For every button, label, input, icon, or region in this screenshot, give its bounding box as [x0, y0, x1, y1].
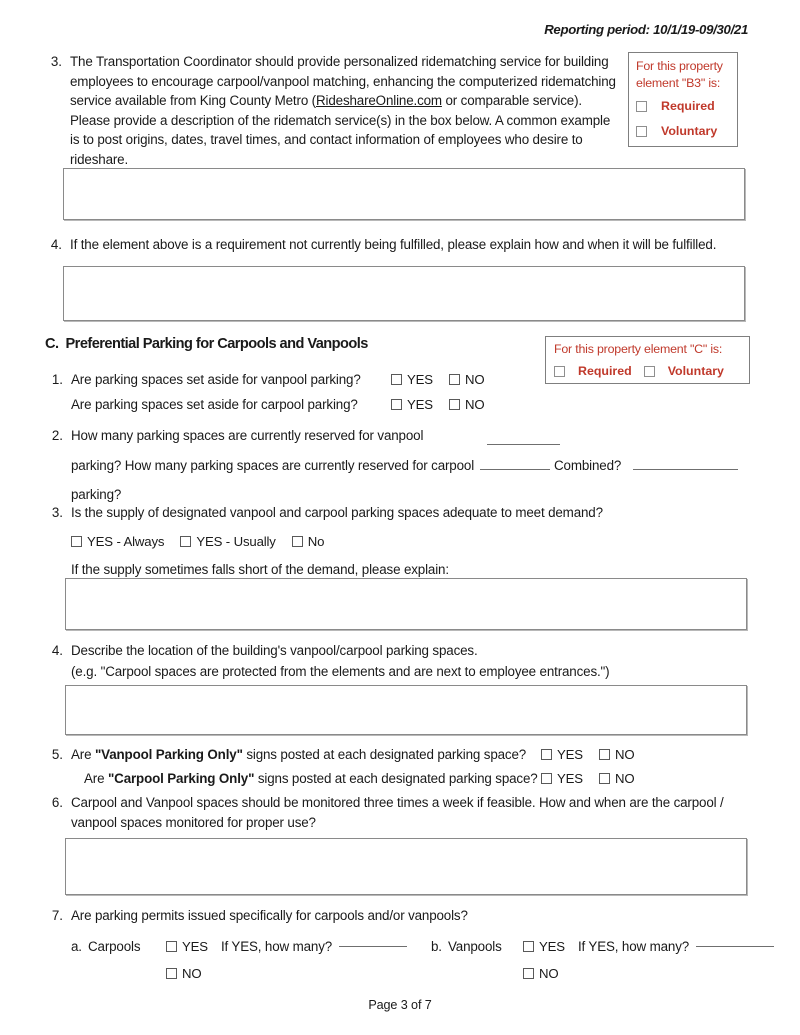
item-c2: [45, 426, 785, 505]
item-c3-question: Is the supply of designated vanpool and carpool parking spaces adequate to meet demand?: [71, 505, 603, 520]
item-c3-no-label: No: [307, 533, 325, 549]
checkbox-c1-carpool-yes[interactable]: [391, 399, 402, 410]
checkbox-c5-vanpool-no[interactable]: [599, 749, 610, 760]
item-c5-vanpool-no-option[interactable]: [599, 745, 634, 765]
red-box-b3: [628, 52, 738, 147]
item-c7a-no-row: [166, 964, 407, 985]
item-c3-body: [71, 503, 745, 580]
item-c7a-options: [166, 937, 407, 985]
red-box-b3-title-line1: For this property: [636, 59, 723, 73]
item-b3-text: [70, 52, 622, 169]
item-c5-body: [71, 745, 745, 788]
red-box-c-title: For this property element "C" is:: [554, 342, 723, 356]
section-c-heading: [45, 336, 368, 352]
checkbox-b3-required[interactable]: [636, 101, 647, 112]
item-b3-number: 3.: [50, 54, 62, 69]
item-c5-carpool-pre: Are: [84, 770, 108, 786]
textbox-c4-location-description[interactable]: [65, 685, 747, 735]
red-box-b3-required-label: Required: [661, 99, 715, 113]
item-c1-vanpool-yes-label: YES: [407, 372, 433, 387]
item-c5-number: 5.: [51, 747, 63, 762]
rideshare-online-link[interactable]: RideshareOnline.com: [316, 93, 442, 108]
textbox-c6-monitoring-description[interactable]: [65, 838, 747, 895]
item-c2-line3-text: parking?: [71, 487, 122, 502]
checkbox-c7b-no[interactable]: [523, 968, 534, 979]
item-c5-carpool-yes-label: YES: [557, 770, 583, 786]
item-c1-body: [71, 370, 565, 414]
item-c6-text: Carpool and Vanpool spaces should be monitored three times a week if feasible. How and when are the carpool / vanpool spaces monitored for proper use?: [71, 795, 724, 830]
red-box-b3-required-option[interactable]: [636, 98, 715, 115]
item-c3-yes-always-option[interactable]: [71, 532, 164, 552]
item-c1-row-vanpool: [71, 370, 565, 390]
checkbox-c7a-yes[interactable]: [166, 941, 177, 952]
item-c7a-how-many-label: If YES, how many?: [220, 938, 333, 954]
item-c5-carpool-yes-option[interactable]: [541, 769, 599, 789]
item-c7a: [71, 937, 431, 985]
item-c7a-no-option[interactable]: [166, 964, 201, 984]
item-b4-number: 4.: [50, 237, 62, 252]
page-footer: Page 3 of 7: [368, 998, 432, 1012]
item-c2-combined-label: Combined?: [554, 457, 622, 473]
input-c7b-how-many[interactable]: [696, 946, 774, 947]
item-c7b-how-many-label: If YES, how many?: [577, 938, 690, 954]
item-b4-text: If the element above is a requirement not currently being fulfilled, please explain how and when it will be fulfilled.: [70, 237, 717, 252]
item-c4-line1: Describe the location of the building's vanpool/carpool parking spaces.: [71, 643, 478, 658]
item-c4-number: 4.: [51, 643, 63, 658]
item-c1-row-carpool: [71, 395, 565, 415]
red-box-c-voluntary-label: Voluntary: [667, 364, 724, 378]
item-c5-vanpool-pre: Are: [71, 747, 95, 762]
item-c1-carpool-yes-label: YES: [407, 396, 433, 412]
red-box-b3-voluntary-label: Voluntary: [661, 124, 718, 138]
checkbox-c3-yes-always[interactable]: [71, 536, 82, 547]
item-c7a-label: Carpools: [88, 938, 141, 954]
item-c7a-yes-label: YES: [182, 938, 208, 954]
item-c5-carpool-post: signs posted at each designated parking space?: [254, 770, 538, 786]
item-c3: [45, 503, 745, 580]
item-c7-subitems: [71, 937, 785, 985]
item-c7a-yes-option[interactable]: [166, 937, 208, 957]
item-c7a-no-label: NO: [182, 966, 202, 981]
item-c7-question: Are parking permits issued specifically for carpools and/or vanpools?: [71, 908, 468, 923]
item-c7-body: [71, 906, 785, 985]
item-c6: [45, 793, 765, 832]
checkbox-c7b-yes[interactable]: [523, 941, 534, 952]
item-c4-body: [71, 641, 745, 681]
item-c3-number: 3.: [51, 505, 63, 520]
item-c5-vanpool-yes-option[interactable]: [541, 745, 599, 765]
item-c7b-no-row: [523, 964, 774, 985]
item-c7b-yes-row: [523, 937, 774, 957]
item-c7-number: 7.: [51, 908, 63, 923]
item-c4-line2: (e.g. "Carpool spaces are protected from the elements and are next to employee entrances."): [71, 663, 610, 679]
item-c7b-yes-option[interactable]: [523, 937, 565, 957]
item-c7b: [431, 937, 774, 985]
item-c1-vanpool-yes-option[interactable]: [391, 370, 449, 390]
item-c4: [45, 641, 745, 681]
input-c2-combined-count[interactable]: [633, 469, 738, 470]
input-c2-vanpool-count[interactable]: [487, 444, 560, 445]
item-c1-carpool-no-label: NO: [465, 396, 485, 412]
item-c7b-yes-label: YES: [539, 938, 565, 954]
item-c7a-yes-row: [166, 937, 407, 957]
textbox-b3-ridematch-description[interactable]: [63, 168, 745, 220]
item-b3-text-after: or comparable service). Please provide a description of the ridematch service(s) in the box below. A common example is to post origins, dates, travel times, and contact information of employees who desire to rideshare.: [70, 93, 611, 167]
item-c5-label-vanpool: [71, 745, 541, 765]
red-box-c-voluntary-option[interactable]: [644, 363, 724, 380]
item-c3-yes-usually-option[interactable]: [180, 532, 275, 552]
item-c5-vanpool-no-label: NO: [615, 747, 635, 762]
item-c5-vanpool-post: signs posted at each designated parking space?: [242, 747, 527, 762]
item-b3-text-before: The Transportation Coordinator should provide personalized ridematching service for building employees to encourage carpool/vanpool matching, enhancing the computerized ridematching service available from King County Metro (: [70, 54, 616, 108]
checkbox-c1-carpool-no[interactable]: [449, 399, 460, 410]
textbox-c3-supply-explanation[interactable]: [65, 578, 747, 630]
input-c7a-how-many[interactable]: [339, 946, 407, 947]
item-c2-line1-text: How many parking spaces are currently reserved for vanpool: [71, 428, 424, 443]
item-c2-line3: [71, 485, 785, 505]
input-c2-carpool-count[interactable]: [480, 469, 550, 470]
item-c5-label-carpool: [71, 769, 541, 789]
item-c3-options: [71, 532, 745, 552]
checkbox-c-voluntary[interactable]: [644, 366, 655, 377]
checkbox-c5-carpool-no[interactable]: [599, 773, 610, 784]
item-c5-carpool-no-label: NO: [615, 770, 635, 786]
textbox-b4-fulfillment-explanation[interactable]: [63, 266, 745, 321]
item-c7b-no-option[interactable]: [523, 964, 558, 984]
item-c7b-no-label: NO: [539, 966, 559, 981]
item-c1-vanpool-no-option[interactable]: [449, 370, 484, 390]
item-c6-number: 6.: [51, 795, 63, 810]
item-c7b-label: Vanpools: [448, 938, 502, 954]
item-c2-line2: [71, 456, 785, 476]
item-c1-label-carpool: Are parking spaces set aside for carpool parking?: [71, 396, 358, 412]
checkbox-c1-vanpool-yes[interactable]: [391, 374, 402, 385]
item-c1-carpool-yes-option[interactable]: [391, 395, 449, 415]
item-c2-line2-text: parking? How many parking spaces are currently reserved for carpool: [71, 457, 475, 473]
item-c7: [45, 906, 785, 985]
section-c-letter: C.: [45, 336, 59, 352]
item-c5-row-vanpool: [71, 745, 745, 765]
item-c3-explain-prompt: If the supply sometimes falls short of the demand, please explain:: [71, 562, 449, 577]
red-box-c: [545, 336, 750, 384]
item-b4: [42, 235, 762, 255]
item-c2-body: [71, 426, 785, 505]
checkbox-c3-no[interactable]: [292, 536, 303, 547]
red-box-c-required-label: Required: [578, 364, 632, 378]
reporting-period-header: Reporting period: 10/1/19-09/30/21: [544, 22, 748, 37]
item-c5-vanpool-yes-label: YES: [557, 747, 583, 762]
item-c5-row-carpool: [71, 769, 745, 789]
red-box-c-required-option[interactable]: [554, 363, 632, 380]
checkbox-c5-vanpool-yes[interactable]: [541, 749, 552, 760]
item-c3-no-option[interactable]: [292, 532, 325, 552]
checkbox-c5-carpool-yes[interactable]: [541, 773, 552, 784]
item-b3: [42, 52, 622, 169]
item-c1-label-vanpool: Are parking spaces set aside for vanpool parking?: [71, 372, 361, 387]
item-c5: [45, 745, 745, 788]
red-box-b3-title-line2: element "B3" is:: [636, 76, 721, 90]
item-c7b-options: [523, 937, 774, 985]
item-c5-carpool-sign-name: "Carpool Parking Only": [107, 770, 255, 786]
item-c5-vanpool-sign-name: "Vanpool Parking Only": [94, 747, 243, 762]
item-c5-carpool-no-option[interactable]: [599, 769, 634, 789]
checkbox-b3-voluntary[interactable]: [636, 126, 647, 137]
item-c1-vanpool-no-label: NO: [465, 372, 485, 387]
item-c2-number: 2.: [51, 428, 63, 443]
item-c7b-letter: b.: [431, 938, 442, 954]
checkbox-c3-yes-usually[interactable]: [180, 536, 191, 547]
checkbox-c1-vanpool-no[interactable]: [449, 374, 460, 385]
item-c1: [45, 370, 565, 414]
checkbox-c7a-no[interactable]: [166, 968, 177, 979]
item-c1-number: 1.: [51, 372, 63, 387]
item-c3-yes-always-label: YES - Always: [87, 533, 165, 549]
item-c1-carpool-no-option[interactable]: [449, 395, 484, 415]
red-box-b3-voluntary-option[interactable]: [636, 123, 717, 140]
item-c2-line1: [71, 426, 785, 446]
item-c7a-letter: a.: [71, 938, 82, 954]
section-c-title: Preferential Parking for Carpools and Vanpools: [65, 336, 368, 352]
item-c3-yes-usually-label: YES - Usually: [196, 533, 276, 549]
